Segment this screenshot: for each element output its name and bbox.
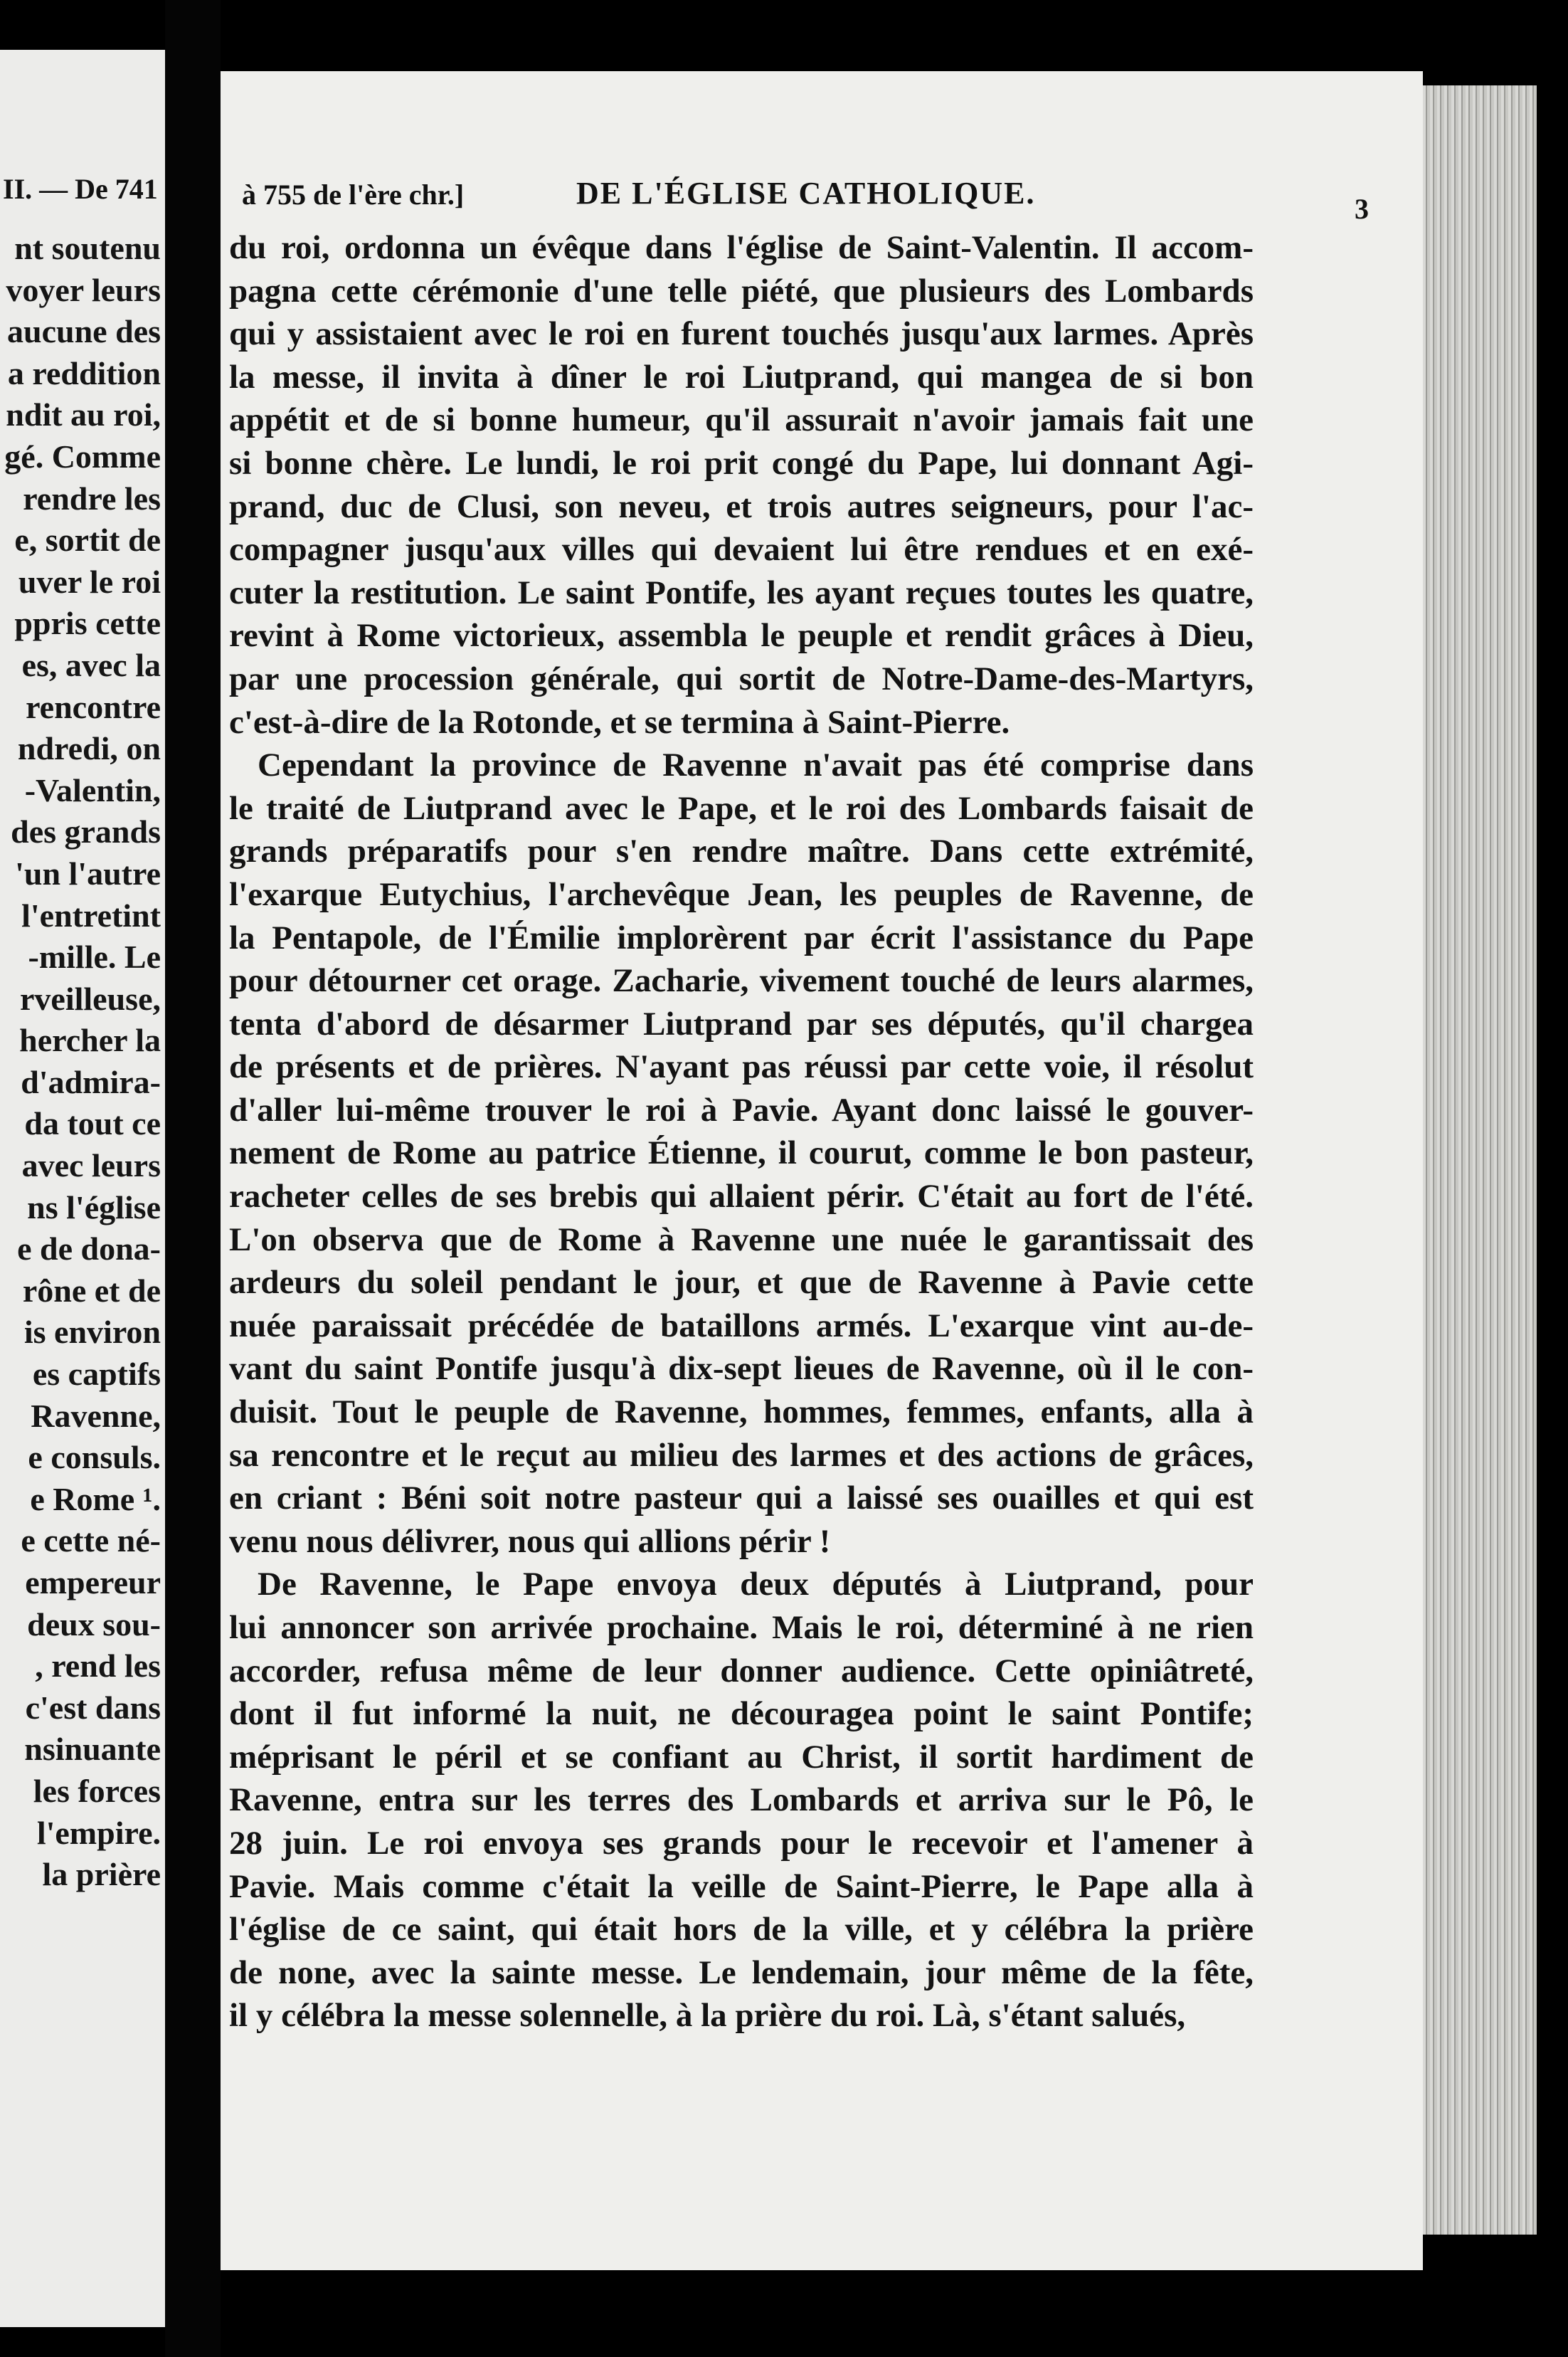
text-line: vant du saint Pontife jusqu'à dix-sept lieues de Ravenne, où il le con- xyxy=(229,1350,1254,1388)
text-line: venu nous délivrer, nous qui allions périr ! xyxy=(229,1522,831,1560)
facing-page-line: es captifs xyxy=(32,1356,161,1393)
running-head xyxy=(242,176,1369,225)
page-body-text xyxy=(229,226,1254,2037)
text-line: qui y assistaient avec le roi en furent touchés jusqu'aux larmes. Après xyxy=(229,315,1254,353)
text-line: l'église de ce saint, qui était hors de la ville, et y célébra la prière xyxy=(229,1911,1254,1949)
text-line: lui annoncer son arrivée prochaine. Mais le roi, déterminé à ne rien xyxy=(229,1609,1254,1646)
facing-page-line: e de dona- xyxy=(17,1230,161,1267)
facing-page-line: e consuls. xyxy=(28,1439,161,1476)
facing-page-line: ndit au roi, xyxy=(6,396,161,433)
facing-page-line: l'entretint xyxy=(21,897,161,934)
running-head-date-range: à 755 de l'ère chr.] xyxy=(242,179,465,211)
facing-page-line: e, sortit de xyxy=(14,522,161,559)
paragraph xyxy=(229,1563,1254,2037)
text-line: sa rencontre et le reçut au milieu des larmes et des actions de grâces, xyxy=(229,1436,1254,1474)
text-line: duisit. Tout le peuple de Ravenne, hommes, femmes, enfants, alla à xyxy=(229,1393,1254,1431)
text-line: appétit et de si bonne humeur, qu'il assurait n'avoir jamais fait une xyxy=(229,401,1254,439)
facing-page-line: deux sou- xyxy=(27,1605,161,1642)
text-line: la messe, il invita à dîner le roi Liutprand, qui mangea de si bon xyxy=(229,358,1254,396)
facing-page-line: rône et de xyxy=(22,1272,161,1309)
facing-page-line: e Rome ¹. xyxy=(30,1480,161,1517)
text-line: L'on observa que de Rome à Ravenne une nuée le garantissait des xyxy=(229,1220,1254,1258)
facing-page-line: uver le roi xyxy=(18,563,161,600)
scan-border xyxy=(0,0,1568,21)
facing-page-line: ppris cette xyxy=(14,605,161,642)
text-line: Ravenne, entra sur les terres des Lombards et arriva sur le Pô, le xyxy=(229,1781,1254,1819)
text-line: De Ravenne, le Pape envoya deux députés à Liutprand, pour xyxy=(258,1566,1254,1603)
text-line: cuter la restitution. Le saint Pontife, les ayant reçues toutes les quatre, xyxy=(229,574,1254,611)
facing-page-line: ndredi, on xyxy=(17,730,161,767)
text-line: d'aller lui-même trouver le roi à Pavie. Ayant donc laissé le gouver- xyxy=(229,1091,1254,1129)
text-line: l'exarque Eutychius, l'archevêque Jean, les peuples de Ravenne, de xyxy=(229,875,1254,913)
facing-page-line: avec leurs xyxy=(21,1147,161,1184)
text-line: méprisant le péril et se confiant au Christ, il sortit hardiment de xyxy=(229,1738,1254,1776)
facing-page-running-head: II. — De 741 xyxy=(3,173,158,205)
facing-page-line: e cette né- xyxy=(21,1522,161,1559)
text-line: pagna cette cérémonie d'une telle piété, que plusieurs des Lombards xyxy=(229,272,1254,310)
text-line: Cependant la province de Ravenne n'avait pas été comprise dans xyxy=(258,747,1254,784)
facing-page-line: nt soutenu xyxy=(14,230,161,266)
facing-page-line: les forces xyxy=(33,1772,161,1809)
facing-page-text xyxy=(4,228,161,1896)
text-line: par une procession générale, qui sortit de Notre-Dame-des-Martyrs, xyxy=(229,660,1254,697)
facing-page-line: , rend les xyxy=(35,1647,161,1684)
text-line: nuée paraissait précédée de bataillons armés. L'exarque vint au-de- xyxy=(229,1307,1254,1344)
text-line: c'est-à-dire de la Rotonde, et se termina à Saint-Pierre. xyxy=(229,703,1010,741)
text-line: tenta d'abord de désarmer Liutprand par ses députés, qu'il chargea xyxy=(229,1005,1254,1043)
facing-page-line: d'admira- xyxy=(21,1063,161,1100)
text-line: ardeurs du soleil pendant le jour, et que de Ravenne à Pavie cette xyxy=(229,1264,1254,1302)
text-line: le traité de Liutprand avec le Pape, et le roi des Lombards faisait de xyxy=(229,789,1254,827)
facing-page-line: es, avec la xyxy=(21,646,161,683)
facing-page-line: rveilleuse, xyxy=(20,980,161,1017)
text-line: du roi, ordonna un évêque dans l'église de Saint-Valentin. Il accom- xyxy=(229,229,1254,266)
running-head-title: DE L'ÉGLISE CATHOLIQUE. xyxy=(576,176,1036,211)
book-gutter xyxy=(165,0,221,2357)
text-line: prand, duc de Clusi, son neveu, et trois autres seigneurs, pour l'ac- xyxy=(229,487,1254,525)
facing-page-line: voyer leurs xyxy=(6,271,161,308)
text-line: accorder, refusa même de leur donner audience. Cette opiniâtreté, xyxy=(229,1652,1254,1689)
facing-page-fragment xyxy=(0,50,165,2327)
facing-page-line: -Valentin, xyxy=(24,771,161,808)
text-line: nement de Rome au patrice Étienne, il courut, comme le bon pasteur, xyxy=(229,1134,1254,1172)
facing-page-line: is environ xyxy=(23,1314,161,1351)
facing-page-line: empereur xyxy=(25,1564,161,1601)
facing-page-line: Ravenne, xyxy=(31,1397,161,1434)
facing-page-line: la prière xyxy=(42,1856,161,1893)
facing-page-line: 'un l'autre xyxy=(15,855,161,892)
page-number: 3 xyxy=(1355,193,1369,225)
text-line: il y célébra la messe solennelle, à la prière du roi. Là, s'étant salués, xyxy=(229,1997,1186,2035)
text-line: de none, avec la sainte messe. Le lendemain, jour même de la fête, xyxy=(229,1953,1254,1991)
paragraph xyxy=(229,744,1254,1563)
text-line: en criant : Béni soit notre pasteur qui a laissé ses ouailles et qui est xyxy=(229,1480,1254,1517)
paragraph xyxy=(229,226,1254,744)
text-line: grands préparatifs pour s'en rendre maître. Dans cette extrémité, xyxy=(229,833,1254,870)
facing-page-line: nsinuante xyxy=(24,1731,161,1768)
text-line: Pavie. Mais comme c'était la veille de Saint-Pierre, le Pape alla à xyxy=(229,1867,1254,1905)
facing-page-line: l'empire. xyxy=(36,1814,161,1851)
facing-page-line: hercher la xyxy=(19,1022,161,1059)
facing-page-line: -mille. Le xyxy=(28,939,161,976)
facing-page-line: ns l'église xyxy=(27,1188,161,1225)
text-line: compagner jusqu'aux villes qui devaient lui être rendues et en exé- xyxy=(229,531,1254,569)
facing-page-line: c'est dans xyxy=(25,1689,161,1726)
facing-page-line: aucune des xyxy=(7,313,161,350)
text-line: revint à Rome victorieux, assembla le peuple et rendit grâces à Dieu, xyxy=(229,617,1254,655)
facing-page-line: rendre les xyxy=(23,480,161,517)
facing-page-line: rencontre xyxy=(26,688,161,725)
text-line: 28 juin. Le roi envoya ses grands pour le recevoir et l'amener à xyxy=(229,1824,1254,1862)
text-line: racheter celles de ses brebis qui allaient périr. C'était au fort de l'été. xyxy=(229,1178,1254,1216)
facing-page-line: a reddition xyxy=(7,354,161,391)
facing-page-line: des grands xyxy=(11,813,161,850)
text-line: dont il fut informé la nuit, ne découragea point le saint Pontife; xyxy=(229,1695,1254,1733)
facing-page-line: gé. Comme xyxy=(4,438,161,475)
page-edges xyxy=(1409,85,1537,2235)
text-line: pour détourner cet orage. Zacharie, vivement touché de leurs alarmes, xyxy=(229,962,1254,1000)
text-line: de présents et de prières. N'ayant pas réussi par cette voie, il résolut xyxy=(229,1048,1254,1086)
text-line: la Pentapole, de l'Émilie implorèrent par écrit l'assistance du Pape xyxy=(229,919,1254,956)
text-line: si bonne chère. Le lundi, le roi prit congé du Pape, lui donnant Agi- xyxy=(229,444,1254,482)
facing-page-line: da tout ce xyxy=(24,1105,161,1142)
